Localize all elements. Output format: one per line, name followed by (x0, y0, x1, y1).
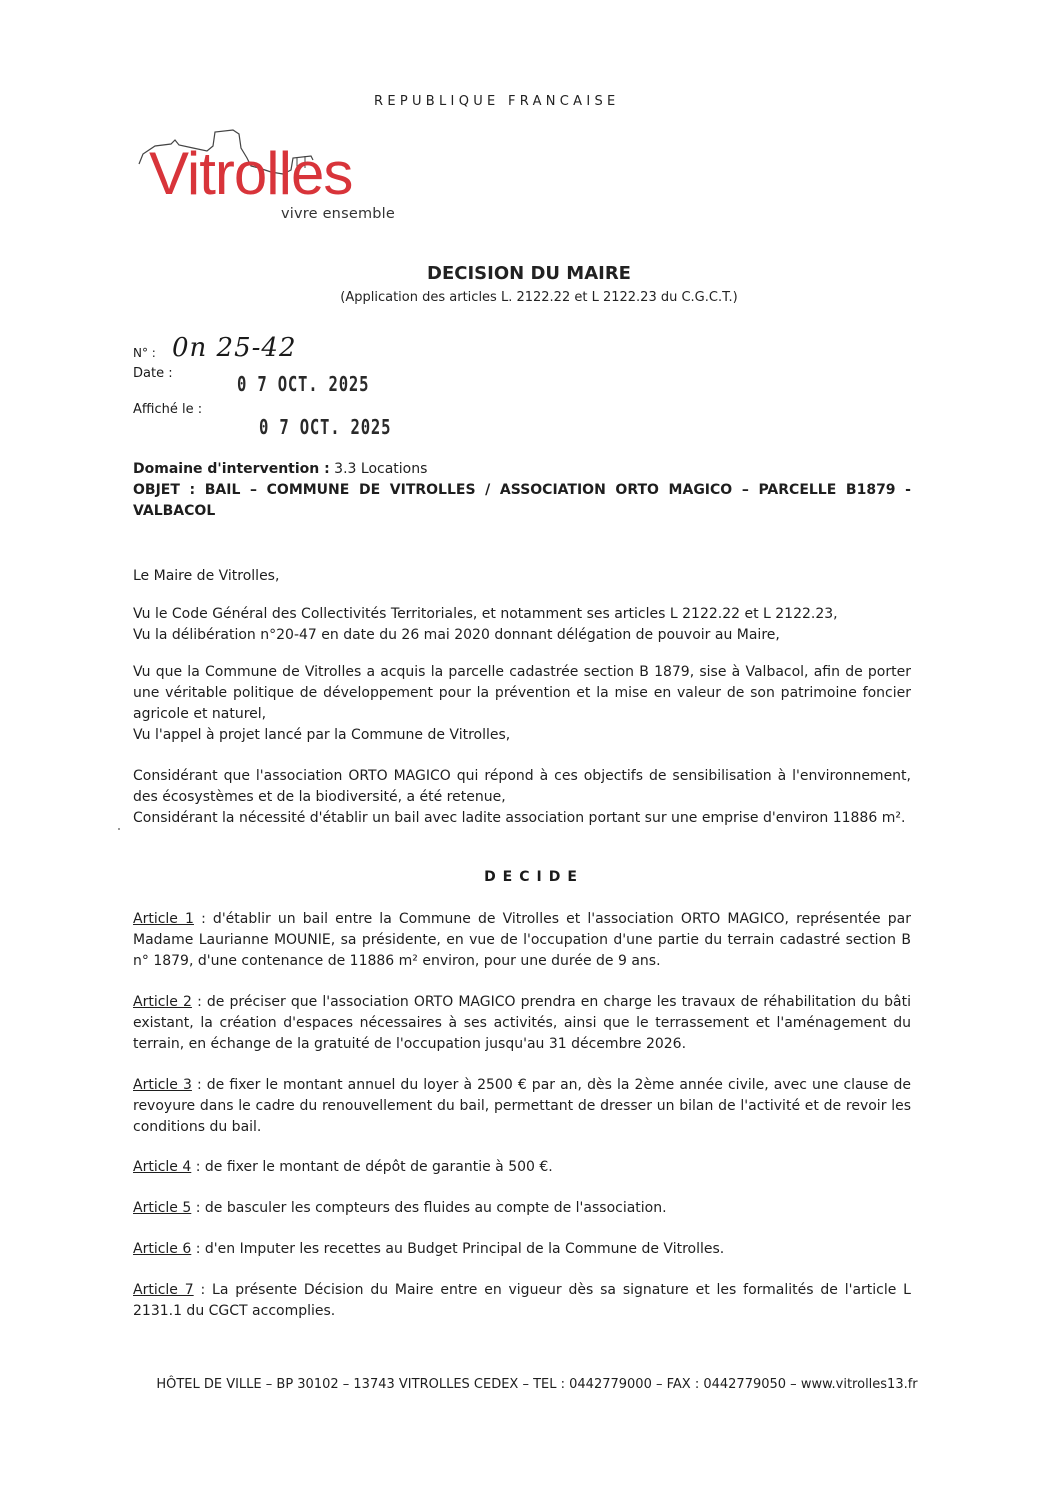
page-subtitle: (Application des articles L. 2122.22 et L 2122.23 du C.G.C.T.) (340, 290, 738, 305)
page-title: DECISION DU MAIRE (427, 263, 631, 284)
article-text: : de basculer les compteurs des fluides au compte de l'association. (191, 1200, 667, 1216)
article-label: Article 7 (133, 1282, 194, 1298)
article-label: Article 1 (133, 911, 194, 927)
date-label: Date : (133, 366, 173, 381)
domaine-intervention (133, 459, 911, 480)
article-label: Article 6 (133, 1241, 192, 1257)
article-label: Article 2 (133, 994, 192, 1010)
footer-address: HÔTEL DE VILLE – BP 30102 – 13743 VITROLLES CEDEX – TEL : 0442779000 – FAX : 0442779050 – www.vitrolles13.fr (156, 1377, 918, 1392)
article-text: : d'établir un bail entre la Commune de Vitrolles et l'association ORTO MAGICO, représentée par Madame Laurianne MOUNIE, sa présidente, en vue de l'occupation d'une partie du terrain cadastré section B n° 1879, d'une contenance de 11886 m² environ, pour une durée de 9 ans. (133, 911, 911, 969)
opening-line: Le Maire de Vitrolles, (133, 568, 280, 584)
vu-deliberation: Vu la délibération n°20-47 en date du 26 mai 2020 donnant délégation de pouvoir au Maire, (133, 627, 780, 643)
vu-parcelle: Vu que la Commune de Vitrolles a acquis la parcelle cadastrée section B 1879, sise à Valbacol, afin de porter une véritable politique de développement pour la prévention et la mise en valeur de son patrimoine foncier agricole et naturel, (133, 664, 911, 722)
article-text: : de fixer le montant annuel du loyer à 2500 € par an, dès la 2ème année civile, avec une clause de revoyure dans le cadre du renouvellement du bail, permettant de dresser un bilan de l'activité et de revoir les conditions du bail. (133, 1077, 911, 1135)
article-label: Article 5 (133, 1200, 192, 1216)
vu-block-1 (133, 604, 911, 646)
vu-code: Vu le Code Général des Collectivités Territoriales, et notamment ses articles L 2122.22 et L 2122.23, (133, 606, 838, 622)
decision-number-handwritten: 0n 25-42 (172, 333, 297, 363)
republique-francaise-header: REPUBLIQUE FRANCAISE (374, 94, 620, 109)
objet-line: OBJET : BAIL – COMMUNE DE VITROLLES / ASSOCIATION ORTO MAGICO – PARCELLE B1879 - VALBACOL (133, 482, 911, 519)
vu-block-2 (133, 662, 911, 746)
article-5 (133, 1198, 911, 1219)
scan-speck (118, 828, 120, 830)
article-1 (133, 909, 911, 972)
decision-number-label: N° : (133, 346, 156, 360)
considerant-block (133, 766, 911, 829)
article-2 (133, 992, 911, 1055)
article-3 (133, 1075, 911, 1138)
article-label: Article 3 (133, 1077, 192, 1093)
logo-tagline: vivre ensemble (281, 206, 396, 222)
article-text: : de fixer le montant de dépôt de garantie à 500 €. (191, 1159, 553, 1175)
decide-heading: DECIDE (484, 869, 584, 885)
considerant-2: Considérant la nécessité d'établir un bail avec ladite association portant sur une emprise d'environ 11886 m². (133, 810, 906, 826)
vitrolles-logo (135, 126, 435, 226)
article-label: Article 4 (133, 1159, 192, 1175)
affiche-stamp: 0 7 OCT. 2025 (259, 415, 392, 439)
vu-appel: Vu l'appel à projet lancé par la Commune de Vitrolles, (133, 727, 511, 743)
article-text: : d'en Imputer les recettes au Budget Principal de la Commune de Vitrolles. (191, 1241, 725, 1257)
considerant-1: Considérant que l'association ORTO MAGICO qui répond à ces objectifs de sensibilisation à l'environnement, des écosystèmes et de la biodiversité, a été retenue, (133, 768, 911, 805)
article-text: : de préciser que l'association ORTO MAGICO prendra en charge les travaux de réhabilitation du bâti existant, la création d'espaces nécessaires à ses activités, ainsi que le terrassement et l'aménagement du terrain, en échange de la gratuité de l'occupation jusqu'au 31 décembre 2026. (133, 994, 911, 1052)
article-7 (133, 1280, 911, 1322)
article-text: : La présente Décision du Maire entre en vigueur dès sa signature et les formalités de l'article L 2131.1 du CGCT accomplies. (133, 1282, 911, 1319)
date-stamp: 0 7 OCT. 2025 (237, 372, 370, 396)
domaine-label: Domaine d'intervention : (133, 461, 330, 477)
affiche-label: Affiché le : (133, 402, 203, 417)
article-6 (133, 1239, 911, 1260)
logo-wordmark: Vitrolles (149, 140, 353, 207)
article-4 (133, 1157, 911, 1178)
domaine-value: 3.3 Locations (334, 461, 428, 477)
